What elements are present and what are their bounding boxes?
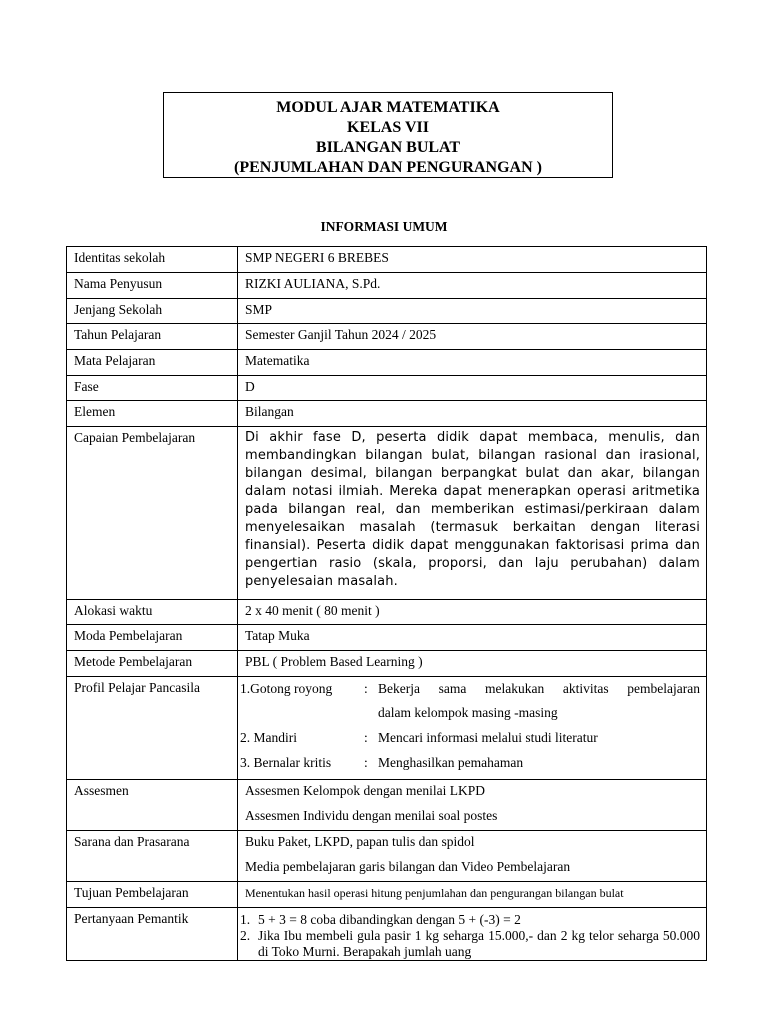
learning-outcome-text: Di akhir fase D, peserta didik dapat membaca, menulis, dan membandingkan bilangan bulat, bilangan rasional dan irasional, bilangan desimal, bilangan berpangkat bulat dan akar, bilangan dalam notasi ilmiah. Mereka dapat menerapkan operasi aritmetika pada bilangan real, dan memberikan estimasi/perkiraan dalam menyelesaikan masalah (termasuk berkaitan dengan literasi finansial). Peserta didik dapat menggunakan faktorisasi prima dan pengertian rasio (skala, proporsi, dan laju perubahan) dalam penyelesaian masalah. bbox=[238, 427, 707, 600]
question-text: 5 + 3 = 8 coba dibandingkan dengan 5 + (-3) = 2 bbox=[258, 912, 521, 927]
profile-name: 1.Gotong royong bbox=[240, 681, 333, 696]
table-row bbox=[67, 625, 707, 651]
row-value: D bbox=[238, 376, 707, 401]
profile-colon: : bbox=[364, 730, 368, 745]
trigger-questions bbox=[238, 908, 707, 961]
row-value: SMP NEGERI 6 BREBES bbox=[238, 247, 707, 273]
module-title-box bbox=[163, 92, 613, 178]
table-row bbox=[67, 247, 707, 273]
question-text: Jika Ibu membeli gula pasir 1 kg seharga 15.000,- dan 2 kg telor seharga 50.000 di Toko Murni. Berapakah jumlah uang bbox=[258, 928, 700, 959]
list-item bbox=[240, 729, 700, 747]
list-item bbox=[240, 680, 700, 698]
table-row bbox=[67, 376, 707, 401]
list-item-continuation bbox=[240, 704, 700, 722]
row-label: Alokasi waktu bbox=[67, 600, 238, 625]
question-number: 2. bbox=[240, 928, 251, 943]
table-row bbox=[67, 600, 707, 625]
profile-description: Bekerja sama melakukan aktivitas pembelajaran bbox=[378, 681, 700, 696]
row-value: 2 x 40 menit ( 80 menit ) bbox=[238, 600, 707, 625]
list-item bbox=[240, 928, 700, 960]
row-value: Semester Ganjil Tahun 2024 / 2025 bbox=[238, 324, 707, 350]
profile-name: 3. Bernalar kritis bbox=[240, 755, 332, 770]
table-row bbox=[67, 427, 707, 600]
profile-name: 2. Mandiri bbox=[240, 730, 297, 745]
table-row bbox=[67, 299, 707, 324]
row-label: Fase bbox=[67, 376, 238, 401]
row-value: RIZKI AULIANA, S.Pd. bbox=[238, 273, 707, 299]
section-heading: INFORMASI UMUM bbox=[320, 219, 448, 234]
row-label: Elemen bbox=[67, 401, 238, 427]
row-label: Nama Penyusun bbox=[67, 273, 238, 299]
class-title: KELAS VII bbox=[347, 119, 429, 136]
row-value: PBL ( Problem Based Learning ) bbox=[238, 651, 707, 677]
row-value: Matematika bbox=[238, 350, 707, 376]
table-row bbox=[67, 780, 707, 831]
profile-description: Mencari informasi melalui studi literatur bbox=[378, 730, 598, 745]
table-row bbox=[67, 677, 707, 780]
row-label: Moda Pembelajaran bbox=[67, 625, 238, 651]
row-label: Assesmen bbox=[67, 780, 238, 831]
row-label: Mata Pelajaran bbox=[67, 350, 238, 376]
assessment-cell bbox=[238, 780, 707, 831]
row-value: SMP bbox=[238, 299, 707, 324]
table-row bbox=[67, 651, 707, 677]
profile-description: Menghasilkan pemahaman bbox=[378, 755, 524, 770]
question-list bbox=[240, 912, 700, 960]
pancasila-profile-list bbox=[238, 677, 707, 780]
row-value: Bilangan bbox=[238, 401, 707, 427]
facilities-line: Media pembelajaran garis bilangan dan Video Pembelajaran bbox=[245, 859, 571, 874]
profile-description: dalam kelompok masing -masing bbox=[378, 705, 558, 720]
row-label: Profil Pelajar Pancasila bbox=[67, 677, 238, 780]
profile-colon: : bbox=[364, 755, 368, 770]
table-row bbox=[67, 350, 707, 376]
module-title: MODUL AJAR MATEMATIKA bbox=[276, 99, 500, 116]
row-label: Tahun Pelajaran bbox=[67, 324, 238, 350]
subtopic-title: (PENJUMLAHAN DAN PENGURANGAN ) bbox=[234, 159, 542, 176]
table-row bbox=[67, 908, 707, 961]
row-label: Tujuan Pembelajaran bbox=[67, 882, 238, 908]
facilities-cell bbox=[238, 831, 707, 882]
list-item bbox=[240, 754, 700, 772]
table-row bbox=[67, 882, 707, 908]
row-label: Metode Pembelajaran bbox=[67, 651, 238, 677]
row-label: Sarana dan Prasarana bbox=[67, 831, 238, 882]
profile-colon: : bbox=[364, 681, 368, 696]
question-number: 1. bbox=[240, 912, 251, 927]
assessment-individual: Assesmen Individu dengan menilai soal postes bbox=[245, 808, 498, 823]
row-value: Tatap Muka bbox=[238, 625, 707, 651]
assessment-group: Assesmen Kelompok dengan menilai LKPD bbox=[245, 783, 485, 798]
table-row bbox=[67, 324, 707, 350]
general-info-table bbox=[66, 246, 707, 961]
topic-title: BILANGAN BULAT bbox=[315, 139, 461, 156]
row-label: Pertanyaan Pemantik bbox=[67, 908, 238, 961]
row-label: Identitas sekolah bbox=[67, 247, 238, 273]
row-label: Capaian Pembelajaran bbox=[67, 427, 238, 600]
table-row bbox=[67, 273, 707, 299]
list-item bbox=[240, 912, 700, 928]
table-row bbox=[67, 831, 707, 882]
row-label: Jenjang Sekolah bbox=[67, 299, 238, 324]
table-row bbox=[67, 401, 707, 427]
learning-objective: Menentukan hasil operasi hitung penjumlahan dan pengurangan bilangan bulat bbox=[238, 882, 707, 908]
facilities-line: Buku Paket, LKPD, papan tulis dan spidol bbox=[245, 834, 475, 849]
